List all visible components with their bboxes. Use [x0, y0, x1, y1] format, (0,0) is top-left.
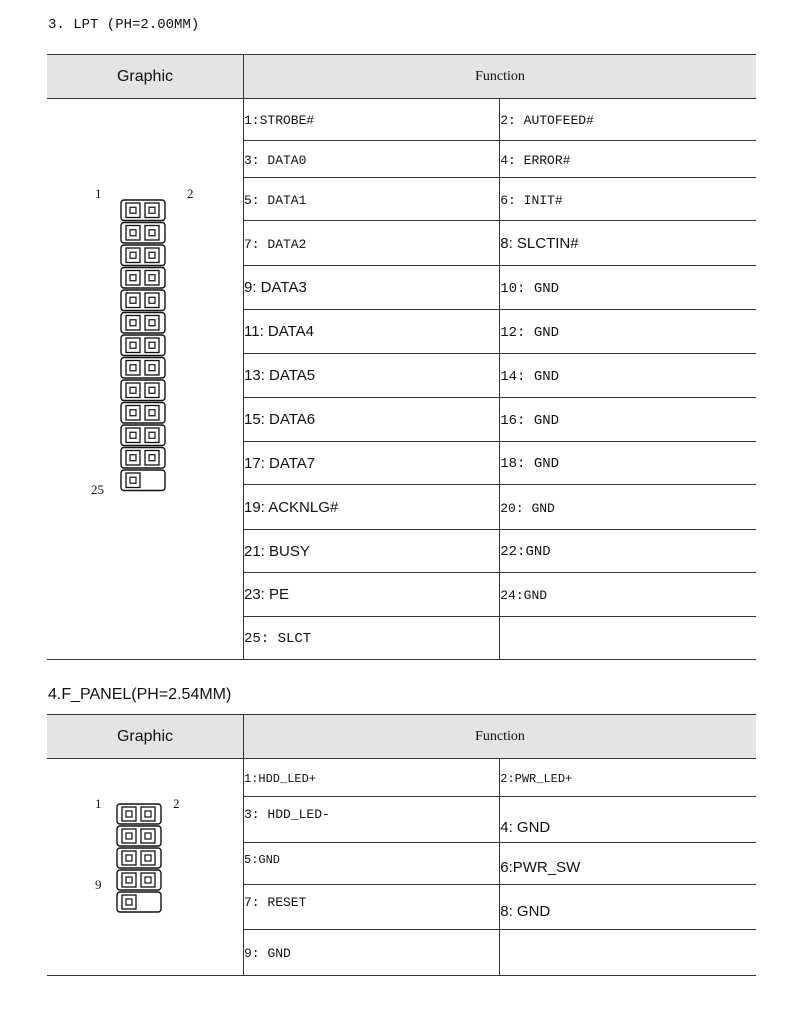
- connector-pin-contact: [149, 387, 155, 393]
- lpt-pin-cell: 15: DATA6: [244, 398, 500, 442]
- lpt-pin2-label: 2: [187, 186, 194, 201]
- fpanel-section-title: 4.F_PANEL(PH=2.54MM): [48, 686, 232, 703]
- connector-pin-contact: [130, 207, 136, 213]
- fpanel-pin-cell: 7: RESET: [244, 885, 500, 930]
- connector-pin-contact: [130, 432, 136, 438]
- fpanel-pin-table: [47, 714, 756, 976]
- fpanel-pin-cell: 9: GND: [244, 930, 500, 976]
- connector-pin-contact: [130, 297, 136, 303]
- connector-pin-contact: [130, 365, 136, 371]
- lpt-pin-cell: 3: DATA0: [244, 141, 500, 178]
- lpt-pin-cell: 20: GND: [500, 485, 756, 530]
- lpt-pin-cell: 13: DATA5: [244, 354, 500, 398]
- connector-pin-contact: [130, 320, 136, 326]
- connector-pin-contact: [130, 410, 136, 416]
- connector-pin-contact: [149, 455, 155, 461]
- connector-pin-contact: [130, 477, 136, 483]
- lpt-pin-cell: 5: DATA1: [244, 178, 500, 221]
- connector-pin-contact: [130, 455, 136, 461]
- connector-pin-contact: [149, 342, 155, 348]
- fpanel-header-row: [47, 715, 756, 759]
- connector-pin-contact: [130, 230, 136, 236]
- connector-pin-contact: [149, 252, 155, 258]
- connector-pin-contact: [149, 432, 155, 438]
- lpt-pin-cell: 14: GND: [500, 354, 756, 398]
- lpt-pin-cell: 22:GND: [500, 530, 756, 573]
- table-row: [47, 99, 756, 141]
- lpt-pin-cell: 9: DATA3: [244, 266, 500, 310]
- connector-pin-contact: [149, 275, 155, 281]
- lpt-pin-cell: 19: ACKNLG#: [244, 485, 500, 530]
- lpt-pin-cell: 10: GND: [500, 266, 756, 310]
- lpt-pin-cell: 18: GND: [500, 442, 756, 485]
- lpt-pin-cell: 2: AUTOFEED#: [500, 99, 756, 141]
- connector-pin-contact: [145, 833, 151, 839]
- lpt-pin-cell: 23: PE: [244, 573, 500, 617]
- connector-pin-contact: [126, 855, 132, 861]
- lpt-header-row: [47, 55, 756, 99]
- table-row: [47, 759, 756, 797]
- connector-pin-contact: [149, 365, 155, 371]
- lpt-pin-cell: 16: GND: [500, 398, 756, 442]
- connector-pin-contact: [126, 877, 132, 883]
- lpt-pin-cell: 1:STROBE#: [244, 99, 500, 141]
- lpt-pin-cell: 25: SLCT: [244, 617, 500, 660]
- lpt-pin-cell: 7: DATA2: [244, 221, 500, 266]
- lpt-graphic-header: Graphic: [47, 55, 244, 99]
- fpanel-function-header: Function: [244, 715, 757, 759]
- fpanel-pin1-label: 1: [95, 796, 102, 811]
- connector-pin-contact: [145, 877, 151, 883]
- fpanel-graphic-cell: [47, 759, 244, 976]
- fpanel-pin-cell: 6:PWR_SW: [500, 843, 756, 885]
- lpt-connector-diagram: [119, 199, 171, 499]
- fpanel-pin9-label: 9: [95, 877, 102, 892]
- connector-pin-contact: [126, 833, 132, 839]
- connector-pin-contact: [130, 252, 136, 258]
- connector-pin-contact: [149, 320, 155, 326]
- connector-pin-contact: [149, 230, 155, 236]
- lpt-pin-cell: 24:GND: [500, 573, 756, 617]
- fpanel-graphic-header: Graphic: [47, 715, 244, 759]
- lpt-graphic-cell: [47, 99, 244, 660]
- connector-pin-contact: [149, 297, 155, 303]
- connector-pin-contact: [126, 811, 132, 817]
- fpanel-connector-diagram: [115, 803, 167, 923]
- fpanel-pin2-label: 2: [173, 796, 180, 811]
- lpt-pin-cell: 6: INIT#: [500, 178, 756, 221]
- connector-pin-contact: [149, 207, 155, 213]
- lpt-pin-cell: 12: GND: [500, 310, 756, 354]
- lpt-pin1-label: 1: [95, 186, 102, 201]
- fpanel-pin-cell: 8: GND: [500, 885, 756, 930]
- lpt-function-header: Function: [244, 55, 757, 99]
- lpt-pin-cell: 4: ERROR#: [500, 141, 756, 178]
- connector-pin-contact: [145, 811, 151, 817]
- fpanel-pin-cell: 1:HDD_LED+: [244, 759, 500, 797]
- fpanel-pin-cell: 4: GND: [500, 797, 756, 843]
- fpanel-pin-cell: [500, 930, 756, 976]
- lpt-pin-cell: 8: SLCTIN#: [500, 221, 756, 266]
- fpanel-pin-cell: 3: HDD_LED-: [244, 797, 500, 843]
- fpanel-pin-cell: 5:GND: [244, 843, 500, 885]
- connector-pin-contact: [130, 387, 136, 393]
- lpt-pin-cell: 21: BUSY: [244, 530, 500, 573]
- lpt-pin-cell: [500, 617, 756, 660]
- lpt-pin25-label: 25: [91, 482, 104, 497]
- lpt-pin-cell: 11: DATA4: [244, 310, 500, 354]
- lpt-pin-cell: 17: DATA7: [244, 442, 500, 485]
- connector-pin-contact: [145, 855, 151, 861]
- fpanel-pin-cell: 2:PWR_LED+: [500, 759, 756, 797]
- lpt-pin-table: [47, 54, 756, 660]
- connector-pin-contact: [130, 342, 136, 348]
- lpt-section-title: 3. LPT (PH=2.00MM): [48, 17, 200, 33]
- connector-pin-contact: [149, 410, 155, 416]
- connector-pin-contact: [130, 275, 136, 281]
- connector-pin-contact: [126, 899, 132, 905]
